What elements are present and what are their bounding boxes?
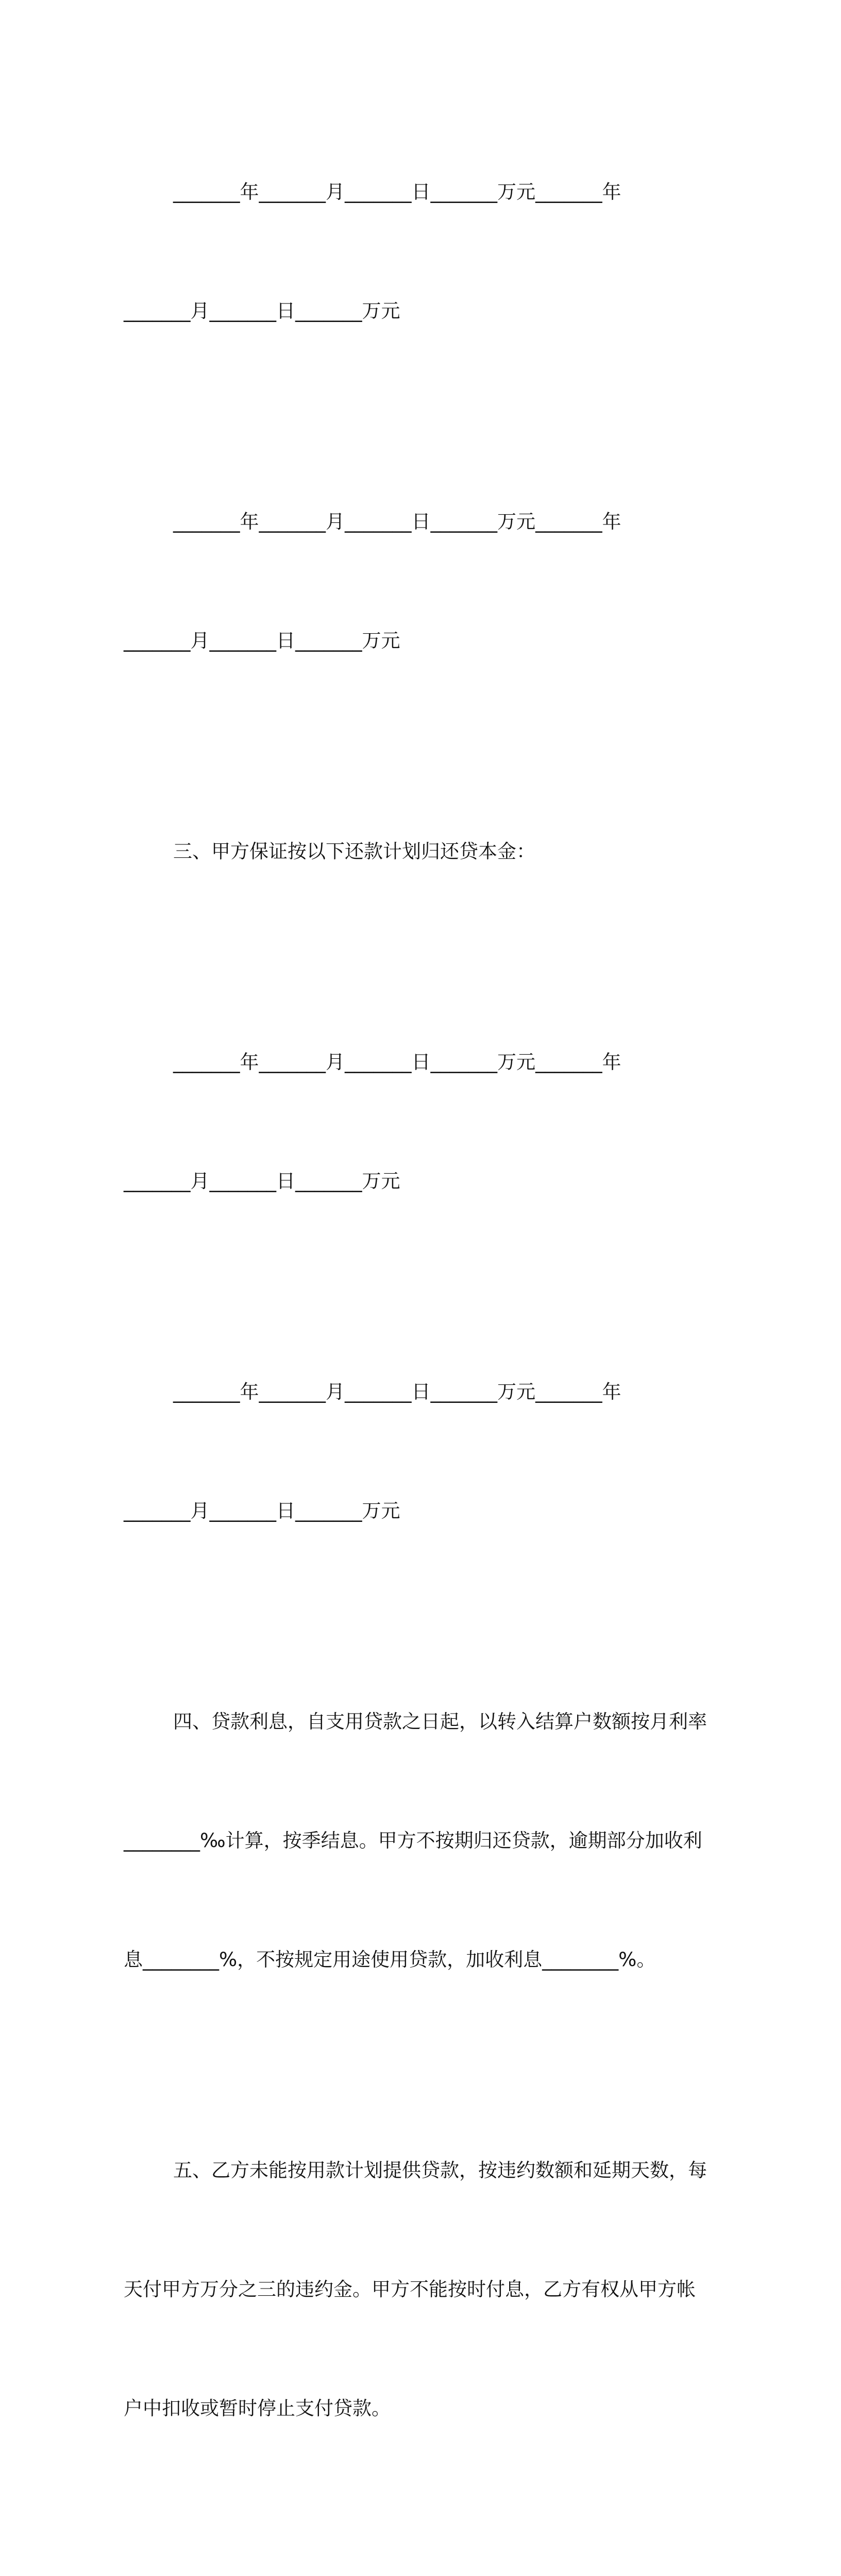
document-body (124, 93, 711, 2576)
clause-4-line-2: ________‰计算，按季结息。甲方不按期归还贷款，逾期部分加收利 (124, 1829, 702, 1852)
schedule-line: _______年_______月_______日_______万元_______年 (173, 511, 621, 533)
schedule-a-row-1 (124, 93, 711, 410)
clause-4-line-1: 四、贷款利息，自支用贷款之日起，以转入结算户数额按月利率 (173, 1710, 707, 1733)
clause-3-heading (124, 752, 711, 951)
clause-3-text: 三、甲方保证按以下还款计划归还贷本金： (173, 840, 535, 862)
schedule-line-continuation: _______月_______日_______万元 (124, 300, 400, 322)
clause-6 (124, 2520, 711, 2576)
clause-5 (124, 2071, 711, 2507)
schedule-line-continuation: _______月_______日_______万元 (124, 1500, 400, 1522)
schedule-line: _______年_______月_______日_______万元_______年 (173, 181, 621, 203)
schedule-line-continuation: _______月_______日_______万元 (124, 630, 400, 652)
schedule-line-continuation: _______月_______日_______万元 (124, 1170, 400, 1192)
clause-5-line-2: 天付甲方万分之三的违约金。甲方不能按时付息，乙方有权从甲方帐 (124, 2278, 696, 2300)
clause-5-line-3: 户中扣收或暂时停止支付贷款。 (124, 2397, 391, 2419)
schedule-line: _______年_______月_______日_______万元_______年 (173, 1381, 621, 1403)
clause-5-line-1: 五、乙方未能按用款计划提供贷款，按违约数额和延期天数，每 (173, 2159, 707, 2181)
schedule-a-row-2 (124, 422, 711, 740)
schedule-b-row-2 (124, 1293, 711, 1610)
schedule-b-row-1 (124, 963, 711, 1280)
clause-4-line-3: 息________%，不按规定用途使用贷款，加收利息________%。 (124, 1948, 656, 1971)
clause-4 (124, 1622, 711, 2059)
schedule-line: _______年_______月_______日_______万元_______年 (173, 1051, 621, 1073)
